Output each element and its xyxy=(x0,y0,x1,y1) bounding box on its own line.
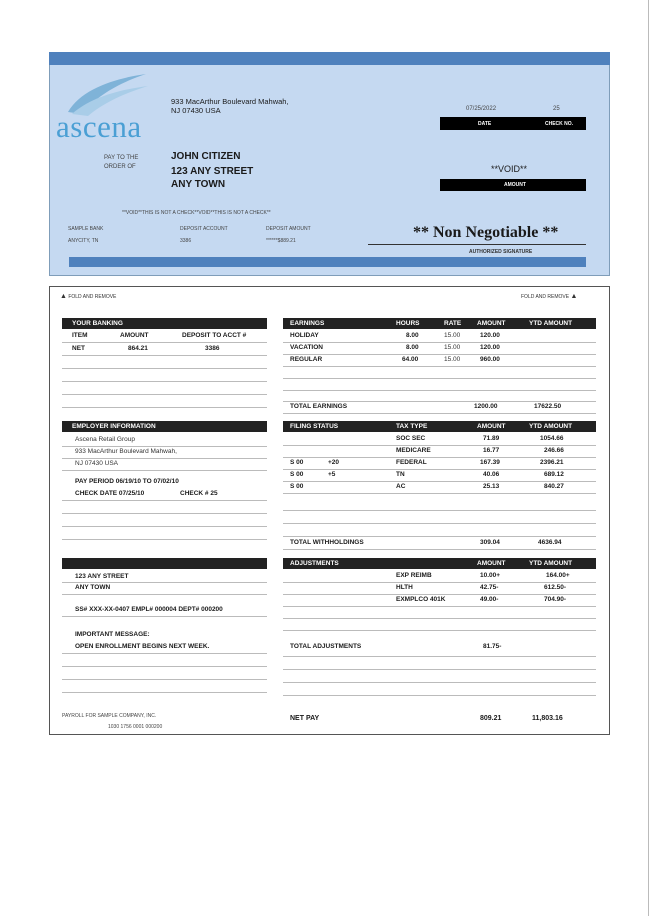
fold-arrow-icon: ▲ xyxy=(570,293,578,300)
rule xyxy=(283,594,596,595)
withhold-col-ytd: YTD AMOUNT xyxy=(529,423,573,430)
rule xyxy=(62,513,267,514)
earnings-col-amount: AMOUNT xyxy=(477,320,506,327)
adj-col-ytd: YTD AMOUNT xyxy=(529,560,573,567)
employee-ids: SS# XXX-XX-0407 EMPL# 000004 DEPT# 000200 xyxy=(75,606,223,613)
adj-hlth-ytd: 612.50- xyxy=(544,584,567,591)
page-edge xyxy=(648,0,649,916)
total-adjustments-amount: 81.75- xyxy=(483,643,502,650)
rule xyxy=(283,366,596,367)
adj-exp-ytd: 164.00+ xyxy=(546,572,570,579)
fold-left-label: FOLD AND REMOVE xyxy=(68,294,117,300)
rule xyxy=(62,653,267,654)
payroll-codes: 1030 1756 0001 000200 xyxy=(108,724,163,730)
withholdings-header xyxy=(283,421,596,432)
rule xyxy=(283,390,596,391)
rule xyxy=(283,481,596,482)
earn-vacation-hours: 8.00 xyxy=(406,344,419,351)
rule xyxy=(283,445,596,446)
rule xyxy=(62,458,267,459)
rule xyxy=(62,394,267,395)
wh-socsec-amount: 71.89 xyxy=(483,435,500,442)
banking-col-item: ITEM xyxy=(72,332,88,339)
rule xyxy=(283,606,596,607)
wh-medicare-ytd: 246.66 xyxy=(544,447,564,454)
rule xyxy=(62,381,267,382)
void-warning: **VOID**THIS IS NOT A CHECK**VOID**THIS IS NOT A CHECK** xyxy=(122,210,271,216)
rule xyxy=(283,618,596,619)
earnings-col-hours: HOURS xyxy=(396,320,420,327)
net-pay-ytd: 11,803.16 xyxy=(532,715,563,722)
adj-col-amount: AMOUNT xyxy=(477,560,506,567)
wh-ac-status: S 00 xyxy=(290,483,304,490)
wh-ac-ytd: 840.27 xyxy=(544,483,564,490)
earn-vacation-amount: 120.00 xyxy=(480,344,500,351)
wh-federal-amount: 167.39 xyxy=(480,459,500,466)
rule xyxy=(62,582,267,583)
check-top-bar xyxy=(49,52,610,65)
earnings-col-earnings: EARNINGS xyxy=(290,320,325,327)
deposit-amount-label: DEPOSIT AMOUNT xyxy=(266,226,311,232)
earn-vacation-rate: 15.00 xyxy=(444,344,461,351)
amount-bar xyxy=(440,179,586,191)
fold-right xyxy=(521,293,577,300)
signature-line xyxy=(368,244,586,245)
authorized-signature-label: AUTHORIZED SIGNATURE xyxy=(469,249,533,255)
check-no-label: CHECK NO. xyxy=(545,121,574,127)
rule xyxy=(283,656,596,657)
employee-street: 123 ANY STREET xyxy=(75,573,129,580)
date-label: DATE xyxy=(478,121,492,127)
employee-header-bar xyxy=(62,558,267,569)
wh-tn-amount: 40.06 xyxy=(483,471,500,478)
wh-tn-status: S 00 xyxy=(290,471,304,478)
total-earnings-label: TOTAL EARNINGS xyxy=(290,403,348,410)
earn-holiday-amount: 120.00 xyxy=(480,332,500,339)
withhold-col-tax-type: TAX TYPE xyxy=(396,423,428,430)
earn-regular-amount: 960.00 xyxy=(480,356,500,363)
rule xyxy=(62,355,267,356)
employer-line-3: NJ 07430 USA xyxy=(75,460,118,467)
earn-holiday-rate: 15.00 xyxy=(444,332,461,339)
rule xyxy=(62,679,267,680)
banking-header xyxy=(62,318,267,329)
bank-city: ANYCITY, TN xyxy=(68,238,99,244)
rule xyxy=(283,510,596,511)
company-address-1: 933 MacArthur Boulevard Mahwah, xyxy=(171,97,289,106)
net-pay-amount: 809.21 xyxy=(480,715,502,722)
rule xyxy=(62,539,267,540)
pay-to-label-1: PAY TO THE xyxy=(104,155,139,161)
total-earnings-ytd: 17622.50 xyxy=(534,403,562,410)
wh-tn-type: TN xyxy=(396,471,405,478)
banking-net-item: NET xyxy=(72,345,85,352)
rule xyxy=(62,342,267,343)
rule xyxy=(62,470,267,471)
message-label: IMPORTANT MESSAGE: xyxy=(75,631,150,638)
earn-holiday-hours: 8.00 xyxy=(406,332,419,339)
rule xyxy=(283,669,596,670)
pay-to-label-2: ORDER OF xyxy=(104,164,136,170)
check-date-value: 07/25/2022 xyxy=(466,106,497,112)
wh-federal-ytd: 2396.21 xyxy=(540,459,564,466)
rule xyxy=(62,594,267,595)
wh-federal-allow: +20 xyxy=(328,459,340,466)
wh-medicare-type: MEDICARE xyxy=(396,447,431,454)
rule xyxy=(283,457,596,458)
adj-exp-amount: 10.00+ xyxy=(480,572,501,579)
withhold-col-amount: AMOUNT xyxy=(477,423,506,430)
wh-tn-allow: +5 xyxy=(328,471,336,478)
rule xyxy=(283,342,596,343)
earn-vacation-label: VACATION xyxy=(290,344,323,351)
rule xyxy=(283,523,596,524)
rule xyxy=(62,526,267,527)
rule xyxy=(283,378,596,379)
check-bottom-bar xyxy=(69,257,586,267)
adj-exp-label: EXP REIMB xyxy=(396,572,432,579)
employer-line-1: Ascena Retail Group xyxy=(75,436,135,443)
rule xyxy=(283,469,596,470)
void-text: **VOID** xyxy=(491,164,528,174)
rule xyxy=(283,493,596,494)
pay-period: PAY PERIOD 06/19/10 TO 07/02/10 xyxy=(75,478,179,485)
date-check-no-bar xyxy=(440,117,586,130)
earn-regular-label: REGULAR xyxy=(290,356,323,363)
payee-name: JOHN CITIZEN xyxy=(171,151,241,162)
net-pay-label: NET PAY xyxy=(290,715,320,722)
wh-ac-type: AC xyxy=(396,483,406,490)
message-text: OPEN ENROLLMENT BEGINS NEXT WEEK. xyxy=(75,643,210,650)
earn-regular-hours: 64.00 xyxy=(402,356,419,363)
rule xyxy=(283,354,596,355)
wh-ac-amount: 25.13 xyxy=(483,483,500,490)
payee-town: ANY TOWN xyxy=(171,179,226,190)
rule xyxy=(62,500,267,501)
total-withholdings-label: TOTAL WITHHOLDINGS xyxy=(290,539,364,546)
adj-401k-label: EXMPLCO 401K xyxy=(396,596,446,603)
total-withholdings-amount: 309.04 xyxy=(480,539,500,546)
wh-socsec-ytd: 1054.66 xyxy=(540,435,564,442)
employer-header xyxy=(62,421,267,432)
earnings-header xyxy=(283,318,596,329)
adj-col-adjustments: ADJUSTMENTS xyxy=(290,560,339,567)
rule xyxy=(283,549,596,550)
employer-line-2: 933 MacArthur Boulevard Mahwah, xyxy=(75,448,177,455)
total-adjustments-label: TOTAL ADJUSTMENTS xyxy=(290,643,362,650)
earnings-col-ytd: YTD AMOUNT xyxy=(529,320,573,327)
withhold-col-filing: FILING STATUS xyxy=(290,423,339,430)
banking-header-label: YOUR BANKING xyxy=(72,320,123,327)
company-address-2: NJ 07430 USA xyxy=(171,106,221,115)
rule xyxy=(62,446,267,447)
rule xyxy=(283,582,596,583)
deposit-amount-value: ******$889.21 xyxy=(266,238,296,244)
rule xyxy=(62,666,267,667)
adj-hlth-amount: 42.75- xyxy=(480,584,499,591)
deposit-account-label: DEPOSIT ACCOUNT xyxy=(180,226,228,232)
banking-col-amount: AMOUNT xyxy=(120,332,149,339)
earnings-col-rate: RATE xyxy=(444,320,462,327)
fold-left xyxy=(60,293,116,300)
total-earnings-amount: 1200.00 xyxy=(474,403,498,410)
earn-regular-rate: 15.00 xyxy=(444,356,461,363)
wh-medicare-amount: 16.77 xyxy=(483,447,500,454)
wh-socsec-type: SOC SEC xyxy=(396,435,426,442)
wh-federal-status: S 00 xyxy=(290,459,304,466)
bank-name: SAMPLE BANK xyxy=(68,226,104,232)
ascena-logo-text: ascena xyxy=(56,109,142,144)
banking-col-deposit: DEPOSIT TO ACCT # xyxy=(182,332,247,339)
fold-arrow-icon: ▲ xyxy=(60,293,67,300)
rule xyxy=(62,407,267,408)
earn-holiday-label: HOLIDAY xyxy=(290,332,319,339)
rule xyxy=(62,368,267,369)
stub-check-number: CHECK # 25 xyxy=(180,490,218,497)
payee-street: 123 ANY STREET xyxy=(171,166,254,177)
check-date: CHECK DATE 07/25/10 xyxy=(75,490,145,497)
adjustments-header xyxy=(283,558,596,569)
rule xyxy=(283,630,596,631)
rule xyxy=(283,695,596,696)
rule xyxy=(62,616,267,617)
non-negotiable-text: ** Non Negotiable ** xyxy=(413,224,559,241)
deposit-account-value: 3386 xyxy=(180,238,192,244)
adj-hlth-label: HLTH xyxy=(396,584,413,591)
rule xyxy=(283,536,596,537)
rule xyxy=(283,682,596,683)
rule xyxy=(62,692,267,693)
payroll-for: PAYROLL FOR SAMPLE COMPANY, INC. xyxy=(62,713,157,719)
wh-federal-type: FEDERAL xyxy=(396,459,427,466)
employee-town: ANY TOWN xyxy=(75,584,111,591)
fold-right-label: FOLD AND REMOVE xyxy=(521,294,570,300)
adj-401k-ytd: 704.90- xyxy=(544,596,567,603)
banking-net-amount: 864.21 xyxy=(128,345,148,352)
amount-label: AMOUNT xyxy=(504,182,526,188)
banking-net-account: 3386 xyxy=(205,345,220,352)
employer-header-label: EMPLOYER INFORMATION xyxy=(72,423,156,430)
rule xyxy=(283,413,596,414)
adj-401k-amount: 49.00- xyxy=(480,596,499,603)
total-withholdings-ytd: 4636.94 xyxy=(538,539,562,546)
check-number-value: 25 xyxy=(553,106,560,112)
wh-tn-ytd: 689.12 xyxy=(544,471,564,478)
